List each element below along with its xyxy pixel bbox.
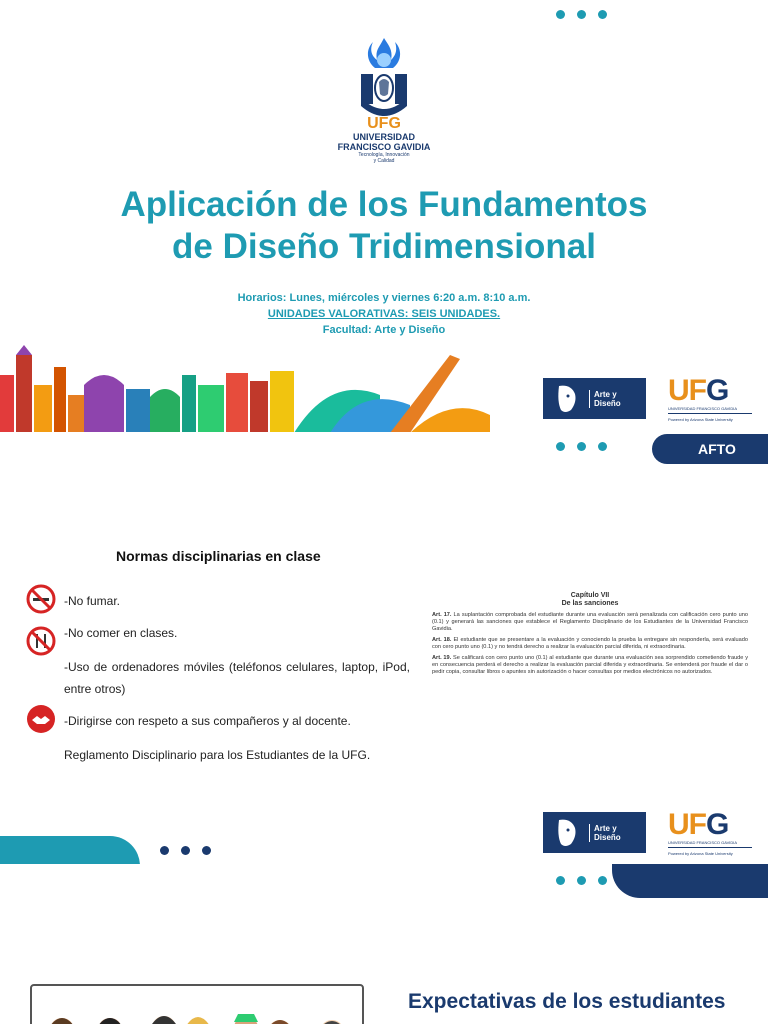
faculty-text: Facultad: Arte y Diseño: [322, 324, 446, 336]
no-eating-icon: [26, 626, 56, 656]
doc-heading: De las sanciones: [561, 600, 619, 607]
people-icon: [32, 986, 362, 1024]
city-skyline-illustration: [0, 345, 490, 432]
rule-no-smoking: -No fumar.: [64, 594, 121, 608]
handshake-icon: [26, 704, 56, 734]
expectations-slide: [0, 864, 768, 1024]
decorative-teal-bar: [0, 836, 140, 864]
decorative-dots: [556, 876, 607, 885]
dot: [556, 876, 565, 885]
tagline-line2: y Calidad: [373, 158, 395, 164]
arte-diseno-badge: [543, 812, 646, 853]
dot: [577, 442, 586, 451]
university-name-line1: UNIVERSIDAD: [352, 132, 415, 142]
doc-article: [432, 655, 748, 676]
badge-text-line2: Diseño: [594, 398, 621, 408]
doc-article-text: Se calificará con cero punto uno (0.1) al estudiante que durante una evaluación sea sorprendido cometiendo fraude y en consecuencia perderá el derecho a realizar la evaluación parcial diferida y extraordinaria. Se entenderá por fraude el dar o pedir copia, consultar libros o apuntes sin autorización o hacer consultas por medios electrónicos no autorizados.: [432, 655, 748, 675]
course-title: [60, 184, 708, 268]
decorative-dots: [160, 846, 211, 855]
expectations-title: Expectativas de los estudiantes: [408, 990, 726, 1013]
dot: [598, 442, 607, 451]
face-logo-icon: [543, 378, 589, 419]
badge-text-line1: Arte y: [594, 823, 617, 833]
decorative-dots: [556, 442, 607, 451]
face-logo-icon: [543, 812, 589, 853]
course-title-line2: de Diseño Tridimensional: [172, 227, 596, 266]
university-logo: [334, 36, 434, 164]
dot: [577, 876, 586, 885]
ufg-brand-logo: [668, 810, 752, 856]
doc-chapter: Capítulo VII: [570, 592, 610, 599]
dot: [556, 10, 565, 19]
badge-text-line1: Arte y: [594, 389, 617, 399]
rules-title: Normas disciplinarias en clase: [116, 548, 321, 564]
ufg-brand-logo: [668, 376, 752, 422]
ufg-sub: UNIVERSIDAD FRANCISCO GAVIDIA: [668, 840, 752, 848]
rule-respect: -Dirigirse con respeto a sus compañeros y al docente.: [64, 714, 351, 728]
rule-no-eating: -No comer en clases.: [64, 626, 178, 640]
ufg-powered: Powered by Arizona State University: [668, 417, 733, 422]
dot: [556, 442, 565, 451]
ufg-powered: Powered by Arizona State University: [668, 851, 733, 856]
doc-article-text: La suplantación comprobada del estudiante durante una evaluación será penalizada con calificación cero punto uno (0.1) y generará las sanciones que establece el Reglamento Disciplinario de los Estudiantes de la Universidad Francisco Gavidia.: [432, 612, 748, 632]
doc-article-text: El estudiante que se presentare a la evaluación y conociendo la prueba la entregare sin responderla, será evaluado con cero punto uno (0.1) y no tendrá derecho a realizar la evaluación parcial diferida, ni extraordinaria.: [432, 637, 748, 650]
ufg-wordmark: [668, 376, 752, 406]
rule-no-devices: -Uso de ordenadores móviles (teléfonos celulares, laptop, iPod, entre otros): [64, 660, 410, 696]
doc-article-num: Art. 18.: [432, 637, 452, 643]
decorative-dots: [556, 10, 607, 19]
arte-diseno-badge: [543, 378, 646, 419]
ufg-wordmark-right: G: [706, 374, 729, 407]
ufg-sub: UNIVERSIDAD FRANCISCO GAVIDIA: [668, 406, 752, 414]
badge-text: [589, 390, 621, 408]
doc-article-num: Art. 19.: [432, 655, 452, 661]
logo-abbr: UFG: [367, 115, 401, 132]
doc-article: [432, 612, 748, 633]
doc-article: [432, 637, 748, 651]
tagline-line1: Tecnología, Innovación: [358, 152, 410, 158]
title-slide: [0, 0, 768, 432]
university-name-line2: FRANCISCO GAVIDIA: [337, 142, 431, 152]
units-text: UNIDADES VALORATIVAS: SEIS UNIDADES.: [267, 308, 501, 320]
dot: [598, 10, 607, 19]
decorative-navy-bar: [612, 864, 768, 898]
ufg-wordmark-left: UF: [668, 374, 706, 407]
rules-slide: [0, 432, 768, 864]
ufg-wordmark-left: UF: [668, 808, 706, 841]
ufg-flame-icon: [349, 36, 419, 116]
badge-text-line2: Diseño: [594, 832, 621, 842]
dot: [160, 846, 169, 855]
ufg-wordmark: [668, 810, 752, 840]
dot: [181, 846, 190, 855]
dot: [577, 10, 586, 19]
students-illustration: [30, 984, 364, 1024]
dot: [202, 846, 211, 855]
doc-article-num: Art. 17.: [432, 612, 452, 618]
schedule-text: Horarios: Lunes, miércoles y viernes 6:20 a.m. 8:10 a.m.: [237, 292, 531, 304]
no-smoking-icon: [26, 584, 56, 614]
badge-text: [589, 824, 621, 842]
ufg-wordmark-right: G: [706, 808, 729, 841]
rule-regulation: Reglamento Disciplinario para los Estudiantes de la UFG.: [64, 748, 371, 762]
sanctions-document: [432, 592, 748, 680]
course-title-line1: Aplicación de los Fundamentos: [120, 185, 648, 224]
dot: [598, 876, 607, 885]
afto-tab: AFTO: [652, 434, 768, 464]
